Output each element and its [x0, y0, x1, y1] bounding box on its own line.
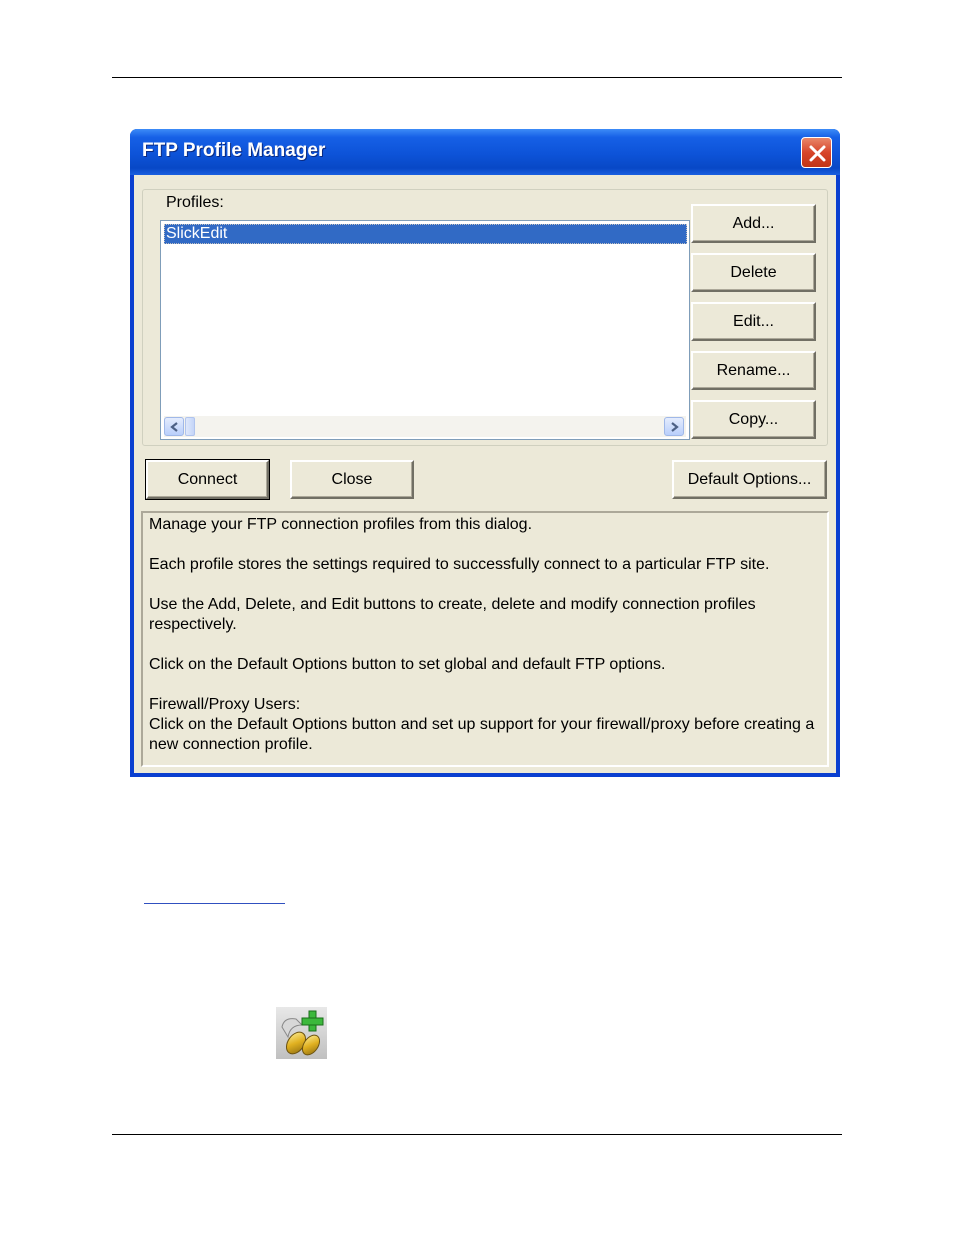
scroll-left-button[interactable] — [164, 417, 184, 436]
description-buttons-info: Use the Add, Delete, and Edit buttons to create, delete and modify connection profiles respectively. — [149, 596, 761, 633]
description-firewall-info: Click on the Default Options button and set up support for your firewall/proxy before creating a new connection profile. — [149, 716, 815, 753]
connect-button[interactable]: Connect — [146, 460, 269, 499]
description-firewall-heading: Firewall/Proxy Users: — [149, 696, 301, 713]
horizontal-scrollbar[interactable] — [164, 416, 686, 437]
dialog-title: FTP Profile Manager — [142, 140, 326, 161]
profiles-group — [142, 189, 828, 446]
description-panel — [141, 511, 829, 767]
hyperlink-underline[interactable] — [144, 903, 285, 904]
header-rule — [112, 77, 842, 78]
copy-button[interactable]: Copy... — [691, 400, 816, 439]
close-button[interactable]: Close — [290, 460, 414, 499]
profile-item-slickedit[interactable]: SlickEdit — [164, 224, 687, 244]
rename-button[interactable]: Rename... — [691, 351, 816, 390]
description-profile-info: Each profile stores the settings required to successfully connect to a particular FTP site. — [149, 556, 770, 573]
description-intro: Manage your FTP connection profiles from this dialog. — [149, 516, 533, 533]
footer-rule — [112, 1134, 842, 1135]
delete-button[interactable]: Delete — [691, 253, 816, 292]
scroll-thumb[interactable] — [185, 417, 195, 436]
dialog-body — [134, 175, 836, 773]
add-connection-icon — [276, 1007, 327, 1059]
title-bar[interactable] — [130, 129, 840, 175]
default-options-button[interactable]: Default Options... — [672, 460, 827, 499]
add-button[interactable]: Add... — [691, 204, 816, 243]
profiles-list[interactable] — [160, 220, 690, 440]
profiles-label: Profiles: — [163, 194, 227, 212]
close-window-button[interactable] — [801, 137, 832, 168]
edit-button[interactable]: Edit... — [691, 302, 816, 341]
ftp-profile-manager-dialog — [130, 129, 840, 777]
description-default-options-info: Click on the Default Options button to set global and default FTP options. — [149, 656, 666, 673]
scroll-right-button[interactable] — [664, 417, 684, 436]
